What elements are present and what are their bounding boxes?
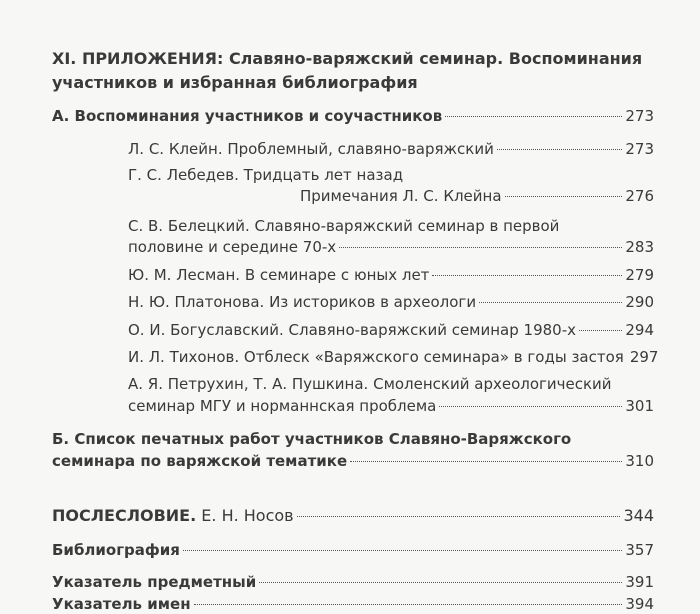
toc-name-index-label: Указатель имен xyxy=(52,595,191,613)
toc-part-a-page: 273 xyxy=(625,107,654,125)
toc-name-index xyxy=(52,594,654,614)
toc-name-index-page: 394 xyxy=(625,595,654,613)
toc-entry-title: И. Л. Тихонов. Отблеск «Варяжского семинара» в годы застоя xyxy=(128,348,624,366)
toc-entry-line1: Г. С. Лебедев. Тридцать лет назад xyxy=(128,166,404,184)
toc-entry-line1: А. Я. Петрухин, Т. А. Пушкина. Смоленский археологический xyxy=(128,375,612,393)
toc-part-b-line1: Б. Список печатных работ участников Славяно-Варяжского xyxy=(52,430,572,448)
section-title-line1: Славяно-варяжский семинар. Воспоминания xyxy=(228,49,643,68)
toc-bibliography-page: 357 xyxy=(625,541,654,559)
toc-part-b-label: семинара по варяжской тематике xyxy=(52,452,348,470)
toc-entry-page: 297 xyxy=(629,348,659,366)
toc-entry-title: Л. С. Клейн. Проблемный, славяно-варяжский xyxy=(128,140,494,158)
toc-afterword-page: 344 xyxy=(623,506,654,525)
dot-leader xyxy=(259,582,622,583)
toc-entry-page: 279 xyxy=(625,266,654,284)
toc-entry xyxy=(128,320,654,340)
toc-afterword-label: ПОСЛЕСЛОВИЕ. xyxy=(52,506,197,525)
toc-entry-title: Примечания Л. С. Клейна xyxy=(300,187,502,205)
toc-part-a-label: А. Воспоминания участников и соучастников xyxy=(52,107,443,125)
toc-entry xyxy=(128,396,654,416)
toc-entry xyxy=(300,186,654,206)
section-title-line2: участников и избранная библиография xyxy=(52,73,418,92)
section-heading xyxy=(52,47,642,95)
toc-entry-title: О. И. Богуславский. Славяно-варяжский семинар 1980-х xyxy=(128,321,577,339)
toc-entry-title: семинар МГУ и норманнская проблема xyxy=(128,397,437,415)
toc-part-b xyxy=(52,451,654,471)
toc-entry-page: 273 xyxy=(625,140,654,158)
toc-entry-page: 290 xyxy=(625,293,654,311)
dot-leader xyxy=(439,406,622,407)
dot-leader xyxy=(579,330,622,331)
toc-entry-title: половине и середине 70-х xyxy=(128,238,337,256)
toc-entry-page: 283 xyxy=(625,238,654,256)
toc-entry xyxy=(128,237,654,257)
dot-leader xyxy=(497,149,623,150)
dot-leader xyxy=(445,116,622,117)
toc-part-b-page: 310 xyxy=(625,452,654,470)
dot-leader xyxy=(505,196,623,197)
dot-leader xyxy=(432,275,622,276)
toc-entry-page: 276 xyxy=(625,187,654,205)
toc-afterword xyxy=(52,506,654,526)
toc-entry xyxy=(128,347,659,367)
toc-bibliography xyxy=(52,540,654,560)
section-number: XI. ПРИЛОЖЕНИЯ: xyxy=(52,49,224,68)
toc-subject-index xyxy=(52,572,654,592)
dot-leader xyxy=(350,461,622,462)
toc-entry-page: 301 xyxy=(625,397,654,415)
toc-bibliography-label: Библиография xyxy=(52,541,180,559)
toc-entry-line1: С. В. Белецкий. Славяно-варяжский семинар в первой xyxy=(128,217,560,235)
toc-afterword-author: Е. Н. Носов xyxy=(201,506,294,525)
dot-leader xyxy=(479,302,622,303)
toc-part-a xyxy=(52,106,654,126)
toc-entry xyxy=(128,139,654,159)
dot-leader xyxy=(183,550,622,551)
toc-subject-index-label: Указатель предметный xyxy=(52,573,257,591)
dot-leader xyxy=(297,516,621,517)
toc-subject-index-page: 391 xyxy=(625,573,654,591)
toc-entry xyxy=(128,265,654,285)
dot-leader xyxy=(339,247,622,248)
toc-entry-title: Ю. М. Лесман. В семинаре с юных лет xyxy=(128,266,430,284)
toc-entry xyxy=(128,292,654,312)
toc-entry-page: 294 xyxy=(625,321,654,339)
toc-entry-title: Н. Ю. Платонова. Из историков в археологи xyxy=(128,293,477,311)
